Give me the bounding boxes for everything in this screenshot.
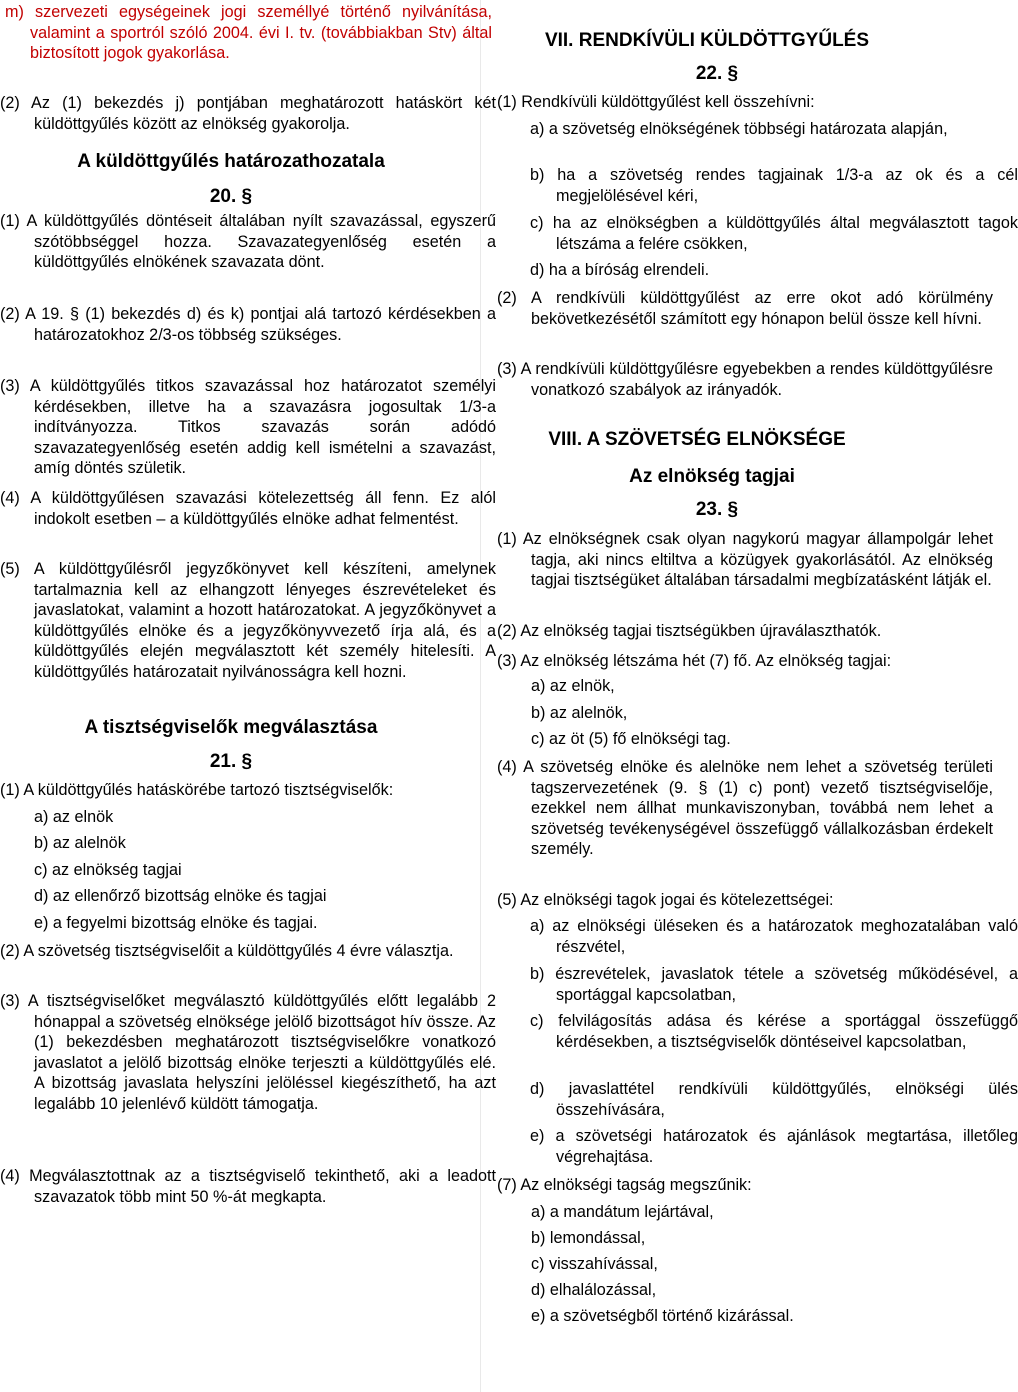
paragraph-21-1: (1) A küldöttgyűlés hatáskörébe tartozó tisztségviselők: [0,781,394,799]
list-item-23-7e: e) a szövetségből történő kizárással. [531,1307,794,1325]
list-item-23-5e: e) a szövetségi határozatok és ajánlások megtartása, illetőleg végrehajtása. [530,1127,1018,1166]
paragraph-23-7: (7) Az elnökségi tagság megszűnik: [497,1176,752,1194]
heading-viii: VIII. A SZÖVETSÉG ELNÖKSÉGE [548,429,846,450]
list-item-21-e: e) a fegyelmi bizottság elnöke és tagjai. [34,914,318,932]
list-item-21-c: c) az elnökség tagjai [34,861,182,879]
paragraph-20-5: (5) A küldöttgyűlésről jegyzőkönyvet kell készíteni, amelynek tartalmaznia kell az elhangzott lényeges észrevételeket és javaslatokat, valamint a hozott határozatokat. A jegyzőkönyvet a küldöttgyűlés elnöke és a jegyzőkönyvvezető írja alá, és a küldöttgyűlés elején megválasztott két személy hitelesíti. A küldöttgyűlés határozatait nyilvánosságra kell hozni. [0,560,496,681]
section-21: 21. § [209,751,253,772]
paragraph-23-2: (2) Az elnökség tagjai tisztségükben újraválaszthatók. [497,622,882,640]
list-item-23-5d: d) javaslattétel rendkívüli küldöttgyűlés, elnökségi ülés összehívására, [530,1080,1018,1119]
section-23: 23. § [695,499,739,520]
list-item-21-b: b) az alelnök [34,834,126,852]
paragraph-23-4: (4) A szövetség elnöke és alelnöke nem lehet a szövetség területi tagszervezetének (9. § (1) c) pont) vezető tisztségviselője, ezekkel nem állhat munkaviszonyban, továbbá nem lehet a szövetség tevékenységével összefüggő vállalkozásban érdekelt személy. [497,758,993,859]
list-item-23-5b: b) észrevételek, javaslatok tétele a szövetség működésével, a sportággal kapcsolatban, [530,965,1018,1004]
paragraph-20-4: (4) A küldöttgyűlésen szavazási kötelezettség áll fenn. Ez alól indokolt esetben – a küldöttgyűlés elnöke adhat felmentést. [0,489,496,528]
heading-vii: VII. RENDKÍVÜLI KÜLDÖTTGYŰLÉS [544,30,870,51]
paragraph-22-1: (1) Rendkívüli küldöttgyűlést kell összehívni: [497,93,815,111]
list-item-22-d: d) ha a bíróság elrendeli. [530,261,710,279]
list-item-23-5a: a) az elnökségi üléseken és a határozatok meghozatalában való részvétel, [530,917,1018,956]
paragraph-20-1: (1) A küldöttgyűlés döntéseit általában nyílt szavazással, egyszerű szótöbbséggel hozza. Szavazategyenlőség esetén a küldöttgyűlés elnökének szavazata dönt. [0,212,496,272]
paragraph-22-3: (3) A rendkívüli küldöttgyűlésre egyebekben a rendes küldöttgyűlésre vonatkozó szabályok az irányadók. [497,360,993,399]
paragraph-21-3: (3) A tisztségviselőket megválasztó küldöttgyűlés előtt legalább 2 hónappal a szövetség elnöksége jelölő bizottságot hív össze. Az (1) bekezdésben meghatározott tisztségviselőkre vonatkozó javaslatot a jelölő bizottság elnöke terjeszti a küldöttgyűlés elé. A bizottság javaslata helyszíni jelöléssel kiegészíthető, ha azt legalább 10 jelenlévő küldött támogatja. [0,992,496,1113]
heading-hatarozathozatal: A küldöttgyűlés határozathozatala [77,151,385,172]
list-item-23-7c: c) visszahívással, [531,1255,658,1273]
paragraph-22-2: (2) A rendkívüli küldöttgyűlést az erre okot adó körülmény bekövetkezésétől számított egy hónapon belül össze kell hívni. [497,289,993,328]
paragraph-19-2: (2) Az (1) bekezdés j) pontjában meghatározott hatáskört két küldöttgyűlés között az elnökség gyakorolja. [0,94,496,133]
paragraph-21-4: (4) Megválasztottnak az a tisztségviselő tekinthető, aki a leadott szavazatok több mint 50 %-át megkapta. [0,1167,496,1206]
section-22: 22. § [695,63,739,84]
list-item-21-a: a) az elnök [34,808,114,826]
list-item-23-7b: b) lemondással, [531,1229,646,1247]
list-item-22-c: c) ha az elnökségben a küldöttgyűlés által megválasztott tagok létszáma a felére csökken, [530,214,1018,253]
paragraph-23-1: (1) Az elnökségnek csak olyan nagykorú magyar állampolgár lehet tagja, aki nincs eltiltva a közügyek gyakorlásától. Az elnökség tagjai tisztségüket általában társadalmi megbízatásként látják el. [497,530,993,590]
list-item-22-b: b) ha a szövetség rendes tagjainak 1/3-a az ok és a cél megjelölésével kéri, [530,166,1018,205]
heading-elnokseg-tagjai: Az elnökség tagjai [629,466,795,487]
section-20: 20. § [209,186,253,207]
list-item-23-5c: c) felvilágosítás adása és kérése a sportággal összefüggő kérdésekben, a tisztségviselők döntéseivel kapcsolatban, [530,1012,1018,1051]
list-item-23-7d: d) elhalálozással, [531,1281,657,1299]
paragraph-20-2: (2) A 19. § (1) bekezdés d) és k) pontjai alá tartozó kérdésekben a határozatokhoz 2/3-os többség szükséges. [0,305,496,344]
list-item-23-3a: a) az elnök, [531,677,615,695]
heading-tisztsegviselok: A tisztségviselők megválasztása [84,717,378,738]
list-item-m: m) szervezeti egységeinek jogi személlyé történő nyilvánítása, valamint a sportról szóló 2004. évi I. tv. (továbbiakban Stv) által biztosított jogok gyakorlása. [5,3,492,63]
list-item-21-d: d) az ellenőrző bizottság elnöke és tagjai [34,887,327,905]
paragraph-23-5: (5) Az elnökségi tagok jogai és kötelezettségei: [497,891,834,909]
list-item-23-3b: b) az alelnök, [531,704,628,722]
paragraph-21-2: (2) A szövetség tisztségviselőit a küldöttgyűlés 4 évre választja. [0,942,454,960]
list-item-22-a: a) a szövetség elnökségének többségi határozata alapján, [530,120,948,138]
list-item-23-3c: c) az öt (5) fő elnökségi tag. [531,730,731,748]
list-item-23-7a: a) a mandátum lejártával, [531,1203,714,1221]
paragraph-23-3: (3) Az elnökség létszáma hét (7) fő. Az elnökség tagjai: [497,652,892,670]
paragraph-20-3: (3) A küldöttgyűlés titkos szavazással hoz határozatot személyi kérdésekben, illetve ha a szavazásra jogosultak 1/3-a indítványozza. Titkos szavazás során adódó szavazategyenlőség esetén addig kell ismételni a szavazást, amíg döntés születik. [0,377,496,478]
